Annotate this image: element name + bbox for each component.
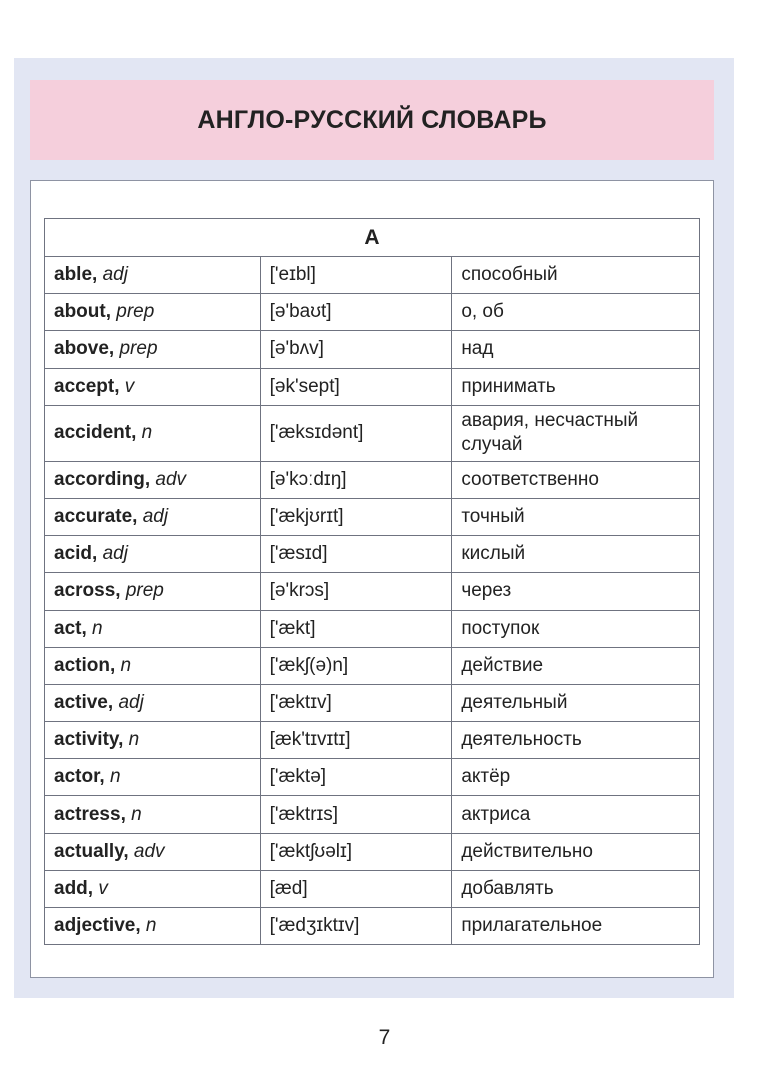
entry-separator: , bbox=[81, 617, 93, 639]
entry-transcription: ['ækt] bbox=[260, 610, 452, 647]
entry-word: adjective bbox=[54, 915, 136, 937]
entry-transcription: ['ækjʊrɪt] bbox=[260, 498, 452, 535]
table-row bbox=[45, 870, 700, 907]
entry-part-of-speech: v bbox=[98, 877, 108, 899]
entry-translation: принимать bbox=[452, 368, 700, 405]
entry-word: add bbox=[54, 877, 88, 899]
table-row bbox=[45, 796, 700, 833]
table-row bbox=[45, 498, 700, 535]
entry-word-cell bbox=[45, 573, 261, 610]
entry-translation: добавлять bbox=[452, 870, 700, 907]
entry-translation: актёр bbox=[452, 759, 700, 796]
table-row bbox=[45, 536, 700, 573]
entry-word: actress bbox=[54, 803, 121, 825]
entry-word: acid bbox=[54, 543, 93, 565]
entry-part-of-speech: adj bbox=[142, 506, 169, 528]
entry-word-cell bbox=[45, 331, 261, 368]
entry-part-of-speech: n bbox=[145, 915, 157, 937]
entry-word-cell bbox=[45, 722, 261, 759]
entry-separator: , bbox=[132, 506, 143, 528]
entry-transcription: ['ædʒɪktɪv] bbox=[260, 908, 452, 945]
entry-part-of-speech: adv bbox=[155, 468, 187, 490]
table-row bbox=[45, 722, 700, 759]
entry-separator: , bbox=[107, 691, 119, 713]
entry-word: activity bbox=[54, 729, 119, 751]
entry-transcription: [ək'sept] bbox=[260, 368, 452, 405]
entry-translation: деятельный bbox=[452, 684, 700, 721]
entry-transcription: [æd] bbox=[260, 870, 452, 907]
entry-separator: , bbox=[109, 654, 121, 676]
section-header-row bbox=[45, 219, 700, 257]
entry-part-of-speech: v bbox=[124, 375, 135, 397]
entry-transcription: [ə'kɔːdɪŋ] bbox=[260, 461, 452, 498]
entry-transcription: ['eɪbl] bbox=[260, 257, 452, 294]
entry-word: accept bbox=[54, 375, 115, 397]
entry-word-cell bbox=[45, 796, 261, 833]
table-row bbox=[45, 294, 700, 331]
entry-transcription: ['æsɪd] bbox=[260, 536, 452, 573]
entry-word: accident bbox=[54, 422, 132, 444]
entry-separator: , bbox=[115, 580, 126, 602]
table-row bbox=[45, 405, 700, 461]
table-row bbox=[45, 610, 700, 647]
entry-word: across bbox=[54, 580, 116, 602]
entry-translation: поступок bbox=[452, 610, 700, 647]
entry-separator: , bbox=[118, 729, 129, 751]
entry-separator: , bbox=[114, 375, 125, 397]
table-row bbox=[45, 759, 700, 796]
entry-word-cell bbox=[45, 536, 261, 573]
entry-translation: кислый bbox=[452, 536, 700, 573]
entry-part-of-speech: prep bbox=[119, 338, 158, 360]
entry-transcription: [ə'krɔs] bbox=[260, 573, 452, 610]
entry-translation: действительно bbox=[452, 833, 700, 870]
table-row bbox=[45, 331, 700, 368]
entry-transcription: [æk'tɪvɪtɪ] bbox=[260, 722, 452, 759]
entry-word-cell bbox=[45, 405, 261, 461]
entry-word-cell bbox=[45, 908, 261, 945]
entry-part-of-speech: n bbox=[120, 654, 132, 676]
entry-translation: способный bbox=[452, 257, 700, 294]
page-number: 7 bbox=[378, 1026, 391, 1049]
entry-transcription: [ə'baʊt] bbox=[260, 294, 452, 331]
entry-word: action bbox=[54, 654, 110, 676]
entry-transcription: ['æksɪdənt] bbox=[260, 405, 452, 461]
entry-separator: , bbox=[99, 766, 110, 788]
entry-part-of-speech: n bbox=[92, 617, 103, 639]
entry-transcription: ['æktə] bbox=[260, 759, 452, 796]
entry-transcription: ['æktrɪs] bbox=[260, 796, 452, 833]
entry-word: according bbox=[54, 468, 145, 490]
entry-part-of-speech: prep bbox=[116, 301, 155, 323]
table-row bbox=[45, 647, 700, 684]
entry-word-cell bbox=[45, 461, 261, 498]
entry-word-cell bbox=[45, 368, 261, 405]
entry-translation: точный bbox=[452, 498, 700, 535]
title-band bbox=[30, 80, 714, 160]
entry-word-cell bbox=[45, 833, 261, 870]
entry-word-cell bbox=[45, 759, 261, 796]
entry-separator: , bbox=[108, 338, 120, 360]
entry-separator: , bbox=[131, 422, 142, 444]
entry-word: accurate bbox=[54, 506, 133, 528]
table-row bbox=[45, 368, 700, 405]
entry-part-of-speech: prep bbox=[125, 580, 164, 602]
entry-word-cell bbox=[45, 610, 261, 647]
entry-word-cell bbox=[45, 294, 261, 331]
entry-separator: , bbox=[144, 468, 156, 490]
entry-word: active bbox=[54, 691, 108, 713]
table-row bbox=[45, 573, 700, 610]
entry-part-of-speech: n bbox=[131, 803, 142, 825]
entry-part-of-speech: adv bbox=[133, 840, 165, 862]
entry-word: actor bbox=[54, 766, 100, 788]
entry-transcription: ['æktʃʊəlɪ] bbox=[260, 833, 452, 870]
entry-part-of-speech: adj bbox=[102, 264, 128, 286]
entry-separator: , bbox=[105, 301, 117, 323]
table-row bbox=[45, 461, 700, 498]
entry-separator: , bbox=[87, 877, 99, 899]
table-row bbox=[45, 833, 700, 870]
entry-word: about bbox=[54, 301, 106, 323]
entry-word: above bbox=[54, 338, 109, 360]
entry-separator: , bbox=[135, 915, 146, 937]
entry-word-cell bbox=[45, 870, 261, 907]
entry-translation: прилагательное bbox=[452, 908, 700, 945]
table-row bbox=[45, 257, 700, 294]
entry-word-cell bbox=[45, 684, 261, 721]
entry-part-of-speech: n bbox=[109, 766, 121, 788]
dictionary-table bbox=[44, 218, 700, 945]
entry-translation: действие bbox=[452, 647, 700, 684]
entry-part-of-speech: adj bbox=[118, 691, 144, 713]
entry-word-cell bbox=[45, 498, 261, 535]
entry-word: able bbox=[54, 264, 93, 286]
entry-translation: актриса bbox=[452, 796, 700, 833]
entry-translation: через bbox=[452, 573, 700, 610]
entry-word: act bbox=[54, 617, 82, 639]
entry-transcription: [ə'bʌv] bbox=[260, 331, 452, 368]
entry-part-of-speech: adj bbox=[102, 543, 128, 565]
entry-translation: о, об bbox=[452, 294, 700, 331]
entry-transcription: ['ækʃ(ə)n] bbox=[260, 647, 452, 684]
entry-part-of-speech: n bbox=[128, 729, 140, 751]
entry-part-of-speech: n bbox=[141, 422, 153, 444]
entry-word: actually bbox=[54, 840, 124, 862]
entry-word-cell bbox=[45, 257, 261, 294]
table-row bbox=[45, 684, 700, 721]
section-letter: A bbox=[45, 219, 700, 257]
entry-separator: , bbox=[92, 264, 103, 286]
entry-separator: , bbox=[120, 803, 132, 825]
entry-transcription: ['æktɪv] bbox=[260, 684, 452, 721]
entry-word-cell bbox=[45, 647, 261, 684]
table-row bbox=[45, 908, 700, 945]
entry-translation: соответственно bbox=[452, 461, 700, 498]
page-title: АНГЛО-РУССКИЙ СЛОВАРЬ bbox=[197, 105, 547, 134]
entry-separator: , bbox=[92, 543, 103, 565]
entry-translation: над bbox=[452, 331, 700, 368]
entry-translation: авария, несчастный случай bbox=[452, 405, 700, 461]
entry-separator: , bbox=[123, 840, 134, 862]
entry-translation: деятельность bbox=[452, 722, 700, 759]
